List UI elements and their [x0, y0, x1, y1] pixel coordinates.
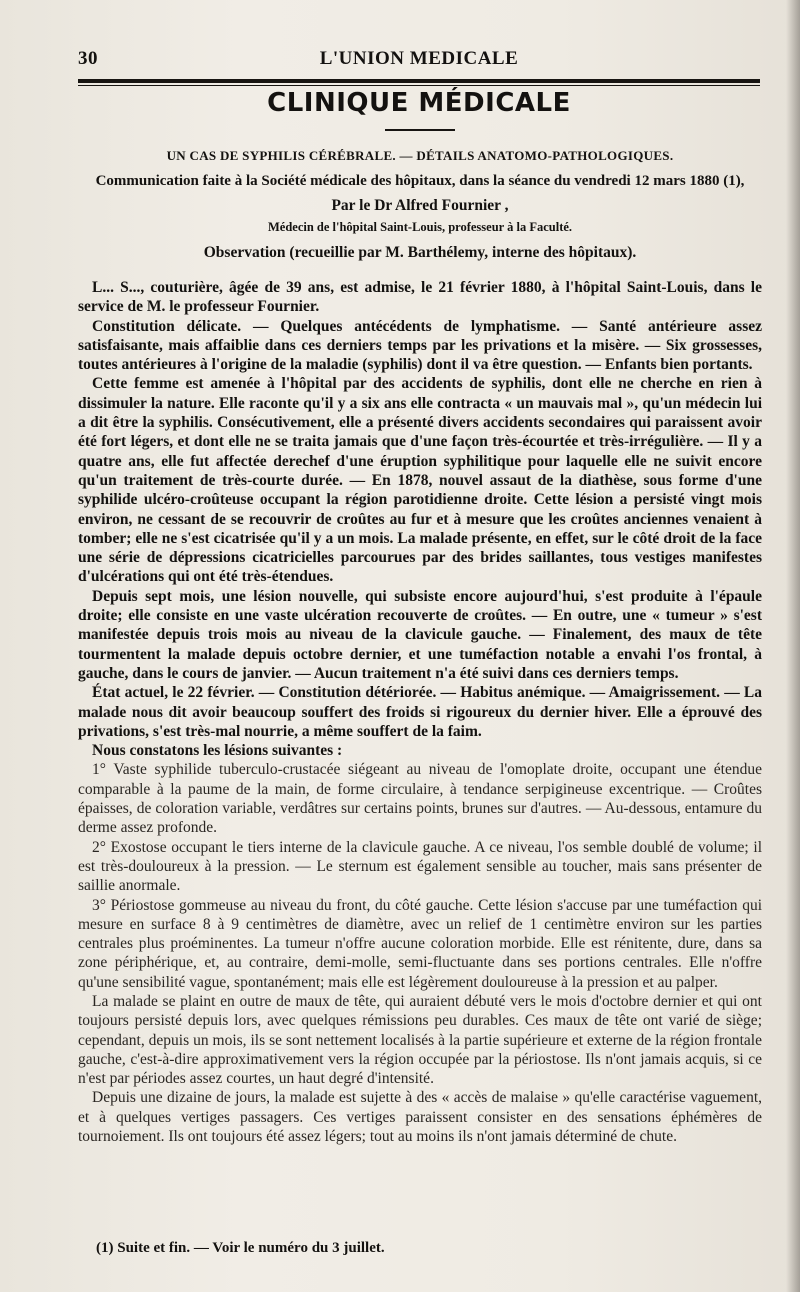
article-header — [78, 146, 762, 262]
section-title: CLINIQUE MÉDICALE — [267, 88, 571, 118]
header-rule-thick — [78, 79, 760, 83]
paragraph: L... S..., couturière, âgée de 39 ans, est admise, le 21 février 1880, à l'hôpital Saint-Louis, dans le service de M. le professeur Fournier. — [78, 279, 762, 316]
article-title: UN CAS DE SYPHILIS CÉRÉBRALE. — DÉTAILS ANATOMO-PATHOLOGIQUES. — [166, 148, 674, 163]
paragraph: Depuis une dizaine de jours, la malade est sujette à des « accès de malaise » qu'elle caractérise vaguement, et à quelques vertiges passagers. Ces vertiges paraissent consister en des sensations éphémères de tournoiement. Ils ont toujours été assez légers; tout au moins ils n'ont jamais déterminé de chute. — [78, 1089, 762, 1146]
paragraph: État actuel, le 22 février. — Constitution détériorée. — Habitus anémique. — Amaigrissement. — La malade nous dit avoir beaucoup souffert des froids si rigoureux du dernier hiver. Elle a éprouvé des privations, s'est très-mal nourrie, a même souffert de la faim. — [78, 684, 762, 740]
communication-note: Communication faite à la Société médicale des hôpitaux, dans la séance du vendredi 12 mars 1880 (1), — [95, 173, 745, 190]
observation-heading: Observation (recueillie par M. Barthélemy, interne des hôpitaux). — [203, 244, 637, 262]
paragraph: Constitution délicate. — Quelques antécédents de lymphatisme. — Santé antérieure assez satisfaisante, mais affaiblie dans ces derniers temps par les privations et la misère. — Six grossesses, toutes antérieures à l'origine de la maladie (syphilis) dont il va être question. — Enfants bien portants. — [78, 317, 762, 374]
paragraph: Nous constatons les lésions suivantes : — [92, 742, 343, 760]
page-edge-shadow — [786, 0, 800, 1292]
paragraph: 1° Vaste syphilide tuberculo-crustacée siégeant au niveau de l'omoplate droite, occupant une étendue comparable à la paume de la main, de forme circulaire, à tendance serpigineuse excentrique. — Croûtes épaisses, de coloration variable, verdâtres sur certains points, brunes sur d'autres. — Au-dessous, entamure du derme assez profonde. — [78, 761, 762, 837]
author-role: Médecin de l'hôpital Saint-Louis, professeur à la Faculté. — [267, 219, 573, 234]
article-body — [78, 278, 762, 1146]
title-underline — [385, 129, 455, 131]
header-rule-thin — [78, 85, 760, 86]
paragraph: Cette femme est amenée à l'hôpital par des accidents de syphilis, dont elle ne cherche en rien à dissimuler la nature. Elle raconte qu'il y a six ans elle contracta « un mauvais mal », qu'un médecin lui a dit être la syphilis. Consécutivement, elle a présenté divers accidents secondaires qui paraissent avoir été fort légers, et dont elle ne se traita jamais que d'une façon très-écourtée et très-irrégulière. — Il y a quatre ans, elle fut affectée derechef d'une éruption syphilitique pour laquelle elle ne suivit encore qu'un traitement de très-courte durée. — En 1878, nouvel assaut de la diathèse, sous forme d'une syphilide ulcéro-croûteuse occupant la région parotidienne droite. Cette lésion a persisté vingt mois environ, ne cessant de se recouvrir de croûtes au fur et à mesure que les croûtes anciennes venaient à tomber; elle ne s'est cicatrisée qu'il y a un mois. La malade présente, en effet, sur le côté droit de la face une série de dépressions cicatricielles parcourues par des brides saillantes, tous vestiges manifestes d'ulcérations qui ont été très-étendues. — [78, 375, 762, 586]
page-number: 30 — [78, 48, 98, 69]
paragraph: 3° Périostose gommeuse au niveau du front, du côté gauche. Cette lésion s'accuse par une tuméfaction qui mesure en surface 8 à 9 centimètres de diamètre, avec un relief de 1 centimètre environ sur les parties centrales plus proéminentes. La tumeur n'offre aucune coloration morbide. Elle est rénitente, dure, dans sa zone périphérique, et, au contraire, demi-molle, semi-fluctuante dans ses portions centrales. Elle n'offre qu'une sensibilité vague, spontanément; mais elle est légèrement douloureuse à la pression et au palper. — [78, 896, 762, 991]
journal-title: L'UNION MEDICALE — [319, 48, 519, 69]
author-line: Par le Dr Alfred Fournier , — [331, 196, 509, 214]
paragraph: Depuis sept mois, une lésion nouvelle, qui subsiste encore aujourd'hui, s'est produite à l'épaule droite; elle consiste en une vaste ulcération recouverte de croûtes. — En outre, une « tumeur » s'est manifestée depuis trois mois au niveau de la clavicule gauche. — Finalement, des maux de tête tourmentent la malade depuis octobre dernier, et une tuméfaction notable a envahi l'os frontal, à gauche, dans le cours de janvier. — Aucun traitement n'a été suivi dans ces derniers temps. — [78, 587, 762, 682]
footnote: (1) Suite et fin. — Voir le numéro du 3 juillet. — [96, 1240, 385, 1256]
paragraph: La malade se plaint en outre de maux de tête, qui auraient débuté vers le mois d'octobre dernier et qui ont toujours persisté depuis lors, avec quelques rémissions peu durables. Ces maux de tête ont varié de siège; cependant, depuis un mois, ils se sont nettement localisés à la partie supérieure et externe de la région frontale gauche, c'est-à-dire approximativement vers la région occupée par la périostose. Ils n'ont jamais acquis, si ce n'est par périodes assez courtes, un haut degré d'intensité. — [78, 992, 762, 1088]
paragraph: 2° Exostose occupant le tiers interne de la clavicule gauche. A ce niveau, l'os semble doublé de volume; il est très-douloureux à la pression. — Le sternum est également sensible au toucher, mais sans présenter de saillie anormale. — [78, 838, 762, 895]
